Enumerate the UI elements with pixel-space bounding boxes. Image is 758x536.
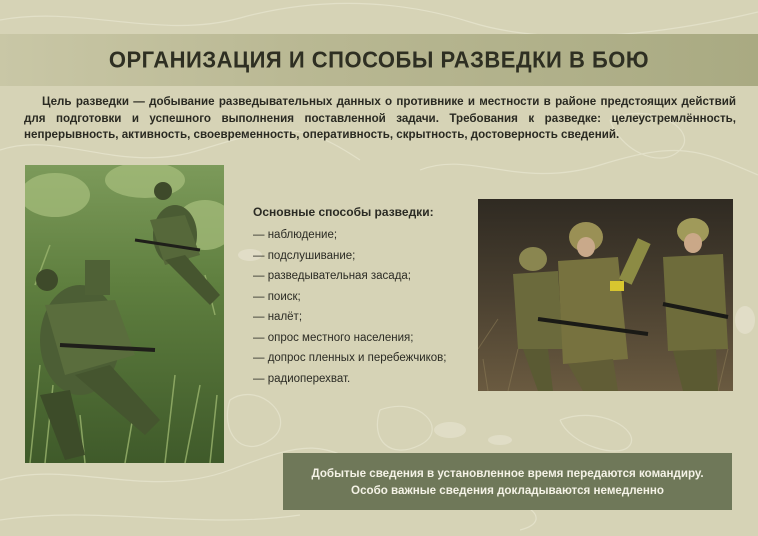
method-item: — опрос местного населения;	[253, 331, 414, 344]
method-item: — наблюдение;	[253, 229, 338, 241]
page-title: ОРГАНИЗАЦИЯ И СПОСОБЫ РАЗВЕДКИ В БОЮ	[108, 46, 650, 73]
methods-list	[253, 205, 473, 389]
soldiers-running-photo	[25, 165, 224, 463]
method-item: — допрос пленных и перебежчиков;	[253, 352, 447, 364]
note-box	[283, 453, 732, 510]
note-text: Добытые сведения в установленное время передаются командиру. Особо важные сведения докладываются немедленно	[311, 466, 704, 497]
method-item: — разведывательная засада;	[253, 270, 411, 282]
method-item: — подслушивание;	[253, 249, 356, 262]
method-item: — поиск;	[253, 290, 301, 303]
soldiers-with-rifles-photo	[478, 199, 733, 391]
method-item: — радиоперехват.	[253, 372, 351, 385]
methods-heading: Основные способы разведки:	[253, 205, 434, 219]
intro-paragraph: Цель разведки — добывание разведывательных данных о противнике и местности в районе предстоящих действий для подготовки и успешного выполнения поставленной задачи. Требования к разведке: целеустремлённость, непрерывность, активность, своевременность, оперативность, скрытность, достоверность сведений.	[24, 95, 736, 141]
method-item: — налёт;	[253, 311, 303, 323]
